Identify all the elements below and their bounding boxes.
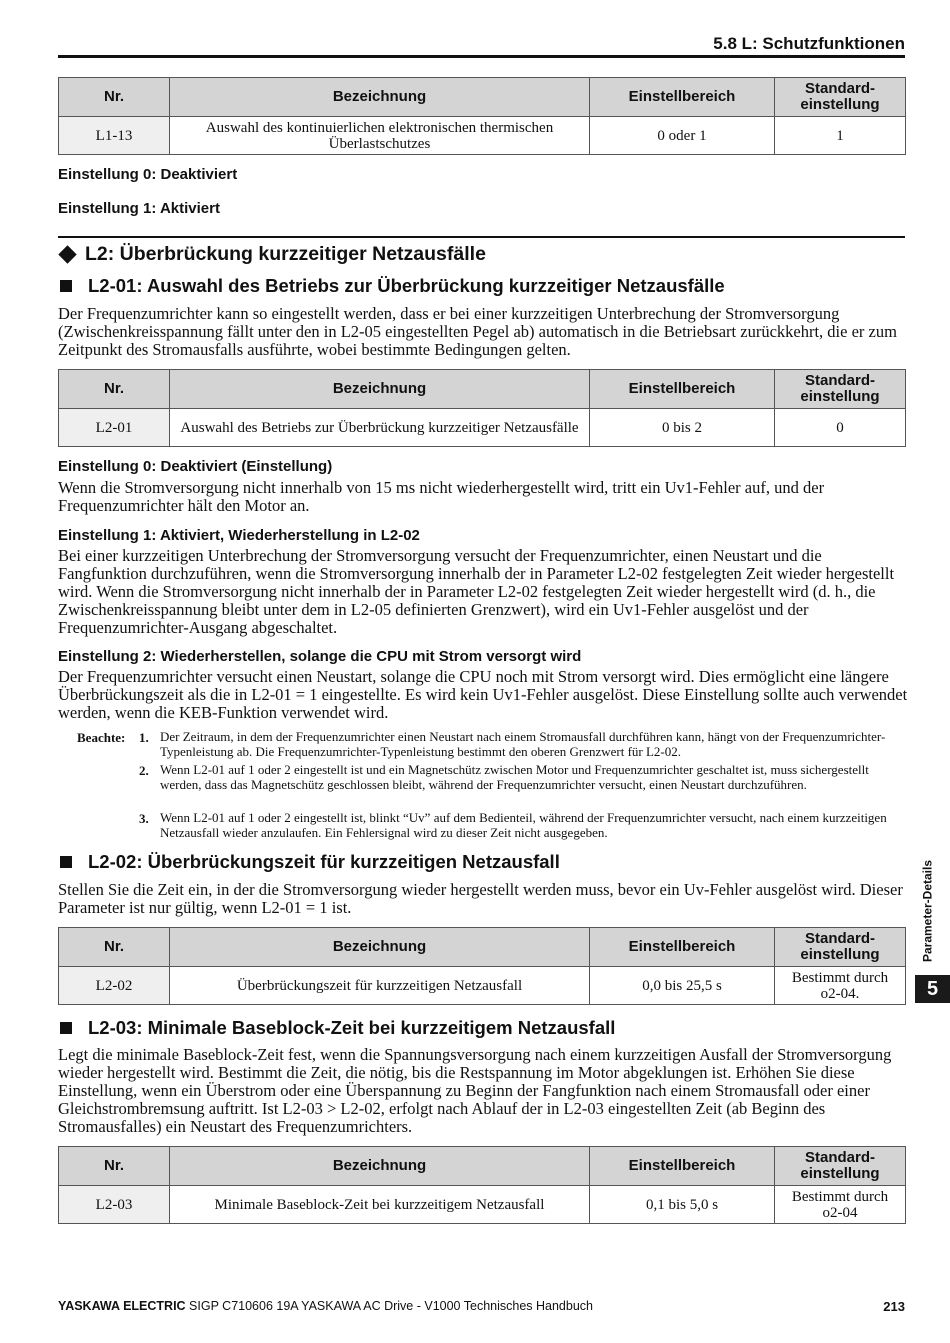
header-bezeichnung: Bezeichnung [170,78,590,117]
l2-03-heading: L2-03: Minimale Baseblock-Zeit bei kurzzeitigem Netzausfall [58,1017,615,1039]
cell-range: 0 oder 1 [590,117,775,155]
square-bullet-icon [60,1022,72,1034]
l2-01-setting-2-title: Einstellung 2: Wiederherstellen, solange die CPU mit Strom versorgt wird [58,648,582,665]
table-l2-01 [58,369,906,447]
l2-heading [58,243,486,266]
note-label: Beachte: [77,730,126,745]
footer-brand: YASKAWA ELECTRIC [58,1299,186,1313]
cell-default: Bestimmt durch o2-04 [775,1186,906,1224]
square-bullet-icon [60,280,72,292]
setting-1-label: Einstellung 1: Aktiviert [58,200,220,217]
header-nr: Nr. [59,78,170,117]
l2-01-setting-0-text: Wenn die Stromversorgung nicht innerhalb von 15 ms nicht wiederhergestellt wird, tritt ein Uv1-Fehler auf, und der Frequenzumrichter hält den Motor an. [58,478,825,515]
cell-default: 0 [775,409,906,447]
header-einstellbereich: Einstellbereich [590,370,775,409]
header-nr: Nr. [59,1147,170,1186]
l2-01-heading: L2-01: Auswahl des Betriebs zur Überbrückung kurzzeitiger Netzausfälle [58,275,725,297]
note-item: Der Zeitraum, in dem der Frequenzumrichter einen Neustart nach einem Stromausfall durchführen kann, hängt von der Frequenzumrichter-Typenleistung ab. Die Frequenzumrichter-Typenleistung bestimmt den oberen Grenzwert für L2-02. [160,729,886,759]
page-number: 213 [883,1299,905,1314]
header-standardeinstellung: Standard- einstellung [775,1147,906,1186]
cell-name: Minimale Baseblock-Zeit bei kurzzeitigem Netzausfall [170,1186,590,1224]
l2-01-setting-1-title: Einstellung 1: Aktiviert, Wiederherstellung in L2-02 [58,527,420,544]
cell-name: Auswahl des Betriebs zur Überbrückung kurzzeitiger Netzausfälle [170,409,590,447]
square-bullet-icon [60,856,72,868]
section-rule [58,236,905,238]
l2-heading-text: L2: Überbrückung kurzzeitiger Netzausfälle [85,243,486,265]
l2-01-setting-0-title: Einstellung 0: Deaktiviert (Einstellung) [58,458,333,475]
cell-name: Überbrückungszeit für kurzzeitigen Netzausfall [170,967,590,1005]
table-l2-03 [58,1146,906,1224]
cell-nr: L2-01 [59,409,170,447]
note-item: Wenn L2-01 auf 1 oder 2 eingestellt ist, blinkt “Uv” auf dem Bedienteil, während der Frequenzumrichter versucht, nach einem kurzzeitigen Netzausfall wieder anzulaufen. Ein Fehlersignal wird zu dieser Zeit nicht ausgegeben. [160,810,887,840]
header-bezeichnung: Bezeichnung [170,370,590,409]
cell-default: Bestimmt durch o2-04. [775,967,906,1005]
footer-doc-info [58,1299,593,1313]
header-einstellbereich: Einstellbereich [590,928,775,967]
l2-02-intro: Stellen Sie die Zeit ein, in der die Stromversorgung wieder hergestellt werden muss, bevor ein Uv-Fehler ausgelöst wird. Dieser Parameter ist nur gültig, wenn L2-01 = 1 ist. [58,880,903,917]
header-standardeinstellung: Standard- einstellung [775,370,906,409]
header-bezeichnung: Bezeichnung [170,1147,590,1186]
chapter-tab-number: 5 [915,975,950,1003]
note-number: 1. [139,730,149,745]
cell-nr: L2-02 [59,967,170,1005]
header-einstellbereich: Einstellbereich [590,78,775,117]
header-bezeichnung: Bezeichnung [170,928,590,967]
note-item: Wenn L2-01 auf 1 oder 2 eingestellt ist und ein Magnetschütz zwischen Motor und Frequenzumrichter geschaltet ist, muss sichergestellt werden, dass das Magnetschütz geschlossen bleibt, während der Frequenzumrichter versucht, einen Neustart durchzuführen. [160,762,869,792]
cell-nr: L2-03 [59,1186,170,1224]
setting-0-label: Einstellung 0: Deaktiviert [58,166,238,183]
chapter-tab-label: Parameter-Details [920,859,935,963]
cell-range: 0 bis 2 [590,409,775,447]
cell-default: 1 [775,117,906,155]
l2-01-setting-2-text: Der Frequenzumrichter versucht einen Neustart, solange die CPU noch mit Strom versorgt wird. Dies ermöglicht eine längere Überbrückungszeit als die in L2-01 = 1 eingestellte. Es wird kein Uv1-Fehler ausgelöst. Diese Einstellung sollte auch verwendet werden, wenn die KEB-Funktion verwendet wird. [58,667,908,722]
l2-03-intro: Legt die minimale Baseblock-Zeit fest, wenn die Spannungsversorgung nach einem kurzzeitigen Ausfall der Stromversorgung wieder hergestellt wird. Bestimmt die Zeit, die nötig, bis die Restspannung im Motor abgeklungen ist. Erhöhen Sie diese Einstellung, wenn ein Überstrom oder eine Überspannung zu Beginn der Fangfunktion nach einem Stromausfall oder einer Gleichstrombremsung auftritt. Ist L2-03 > L2-02, erfolgt nach Ablauf der in L2-03 eingestellten Zeit (ab Beginn des Stromausfalles) ein Neustart des Frequenzumrichters. [58,1045,892,1136]
header-standardeinstellung: Standard- einstellung [775,928,906,967]
cell-name: Auswahl des kontinuierlichen elektronischen thermischen Überlastschutzes [170,117,590,155]
l2-01-intro: Der Frequenzumrichter kann so eingestellt werden, dass er bei einer kurzzeitigen Unterbrechung der Stromversorgung (Zwischenkreisspannung fällt unter den in L2-05 eingestellten Pegel ab) automatisch in die Betriebsart zurückkehrt, die er zum Zeitpunkt des Stromausfalls ausführte, wobei bestimmte Bedingungen gelten. [58,304,897,359]
note-number: 2. [139,763,149,778]
header-einstellbereich: Einstellbereich [590,1147,775,1186]
header-nr: Nr. [59,370,170,409]
footer-doc-title: SIGP C710606 19A YASKAWA AC Drive - V1000 Technisches Handbuch [185,1299,593,1313]
note-number: 3. [139,811,149,826]
header-standardeinstellung: Standard- einstellung [775,78,906,117]
header-nr: Nr. [59,928,170,967]
l2-02-heading: L2-02: Überbrückungszeit für kurzzeitigen Netzausfall [58,851,560,873]
table-l2-02 [58,927,906,1005]
diamond-bullet-icon [58,245,76,263]
l2-01-setting-1-text: Bei einer kurzzeitigen Unterbrechung der Stromversorgung versucht der Frequenzumrichter, einen Neustart und die Fangfunktion durchzuführen, wenn die Stromversorgung innerhalb der in Parameter L2-02 festgelegten Zeit wieder hergestellt wird. Wenn die Stromversorgung nicht innerhalb der in Parameter L2-02 festgelegten Zeit wieder hergestellt wird (d. h., die Zwischenkreisspannung bleibt unter dem in L2-05 definierten Grenzwert), wird ein Uv1-Fehler ausgelöst und der Frequenzumrichter-Ausgang abgeschaltet. [58,546,895,637]
cell-range: 0,1 bis 5,0 s [590,1186,775,1224]
cell-range: 0,0 bis 25,5 s [590,967,775,1005]
table-l1-13 [58,77,906,155]
section-title: 5.8 L: Schutzfunktionen [713,34,905,53]
header-rule [58,55,905,58]
cell-nr: L1-13 [59,117,170,155]
